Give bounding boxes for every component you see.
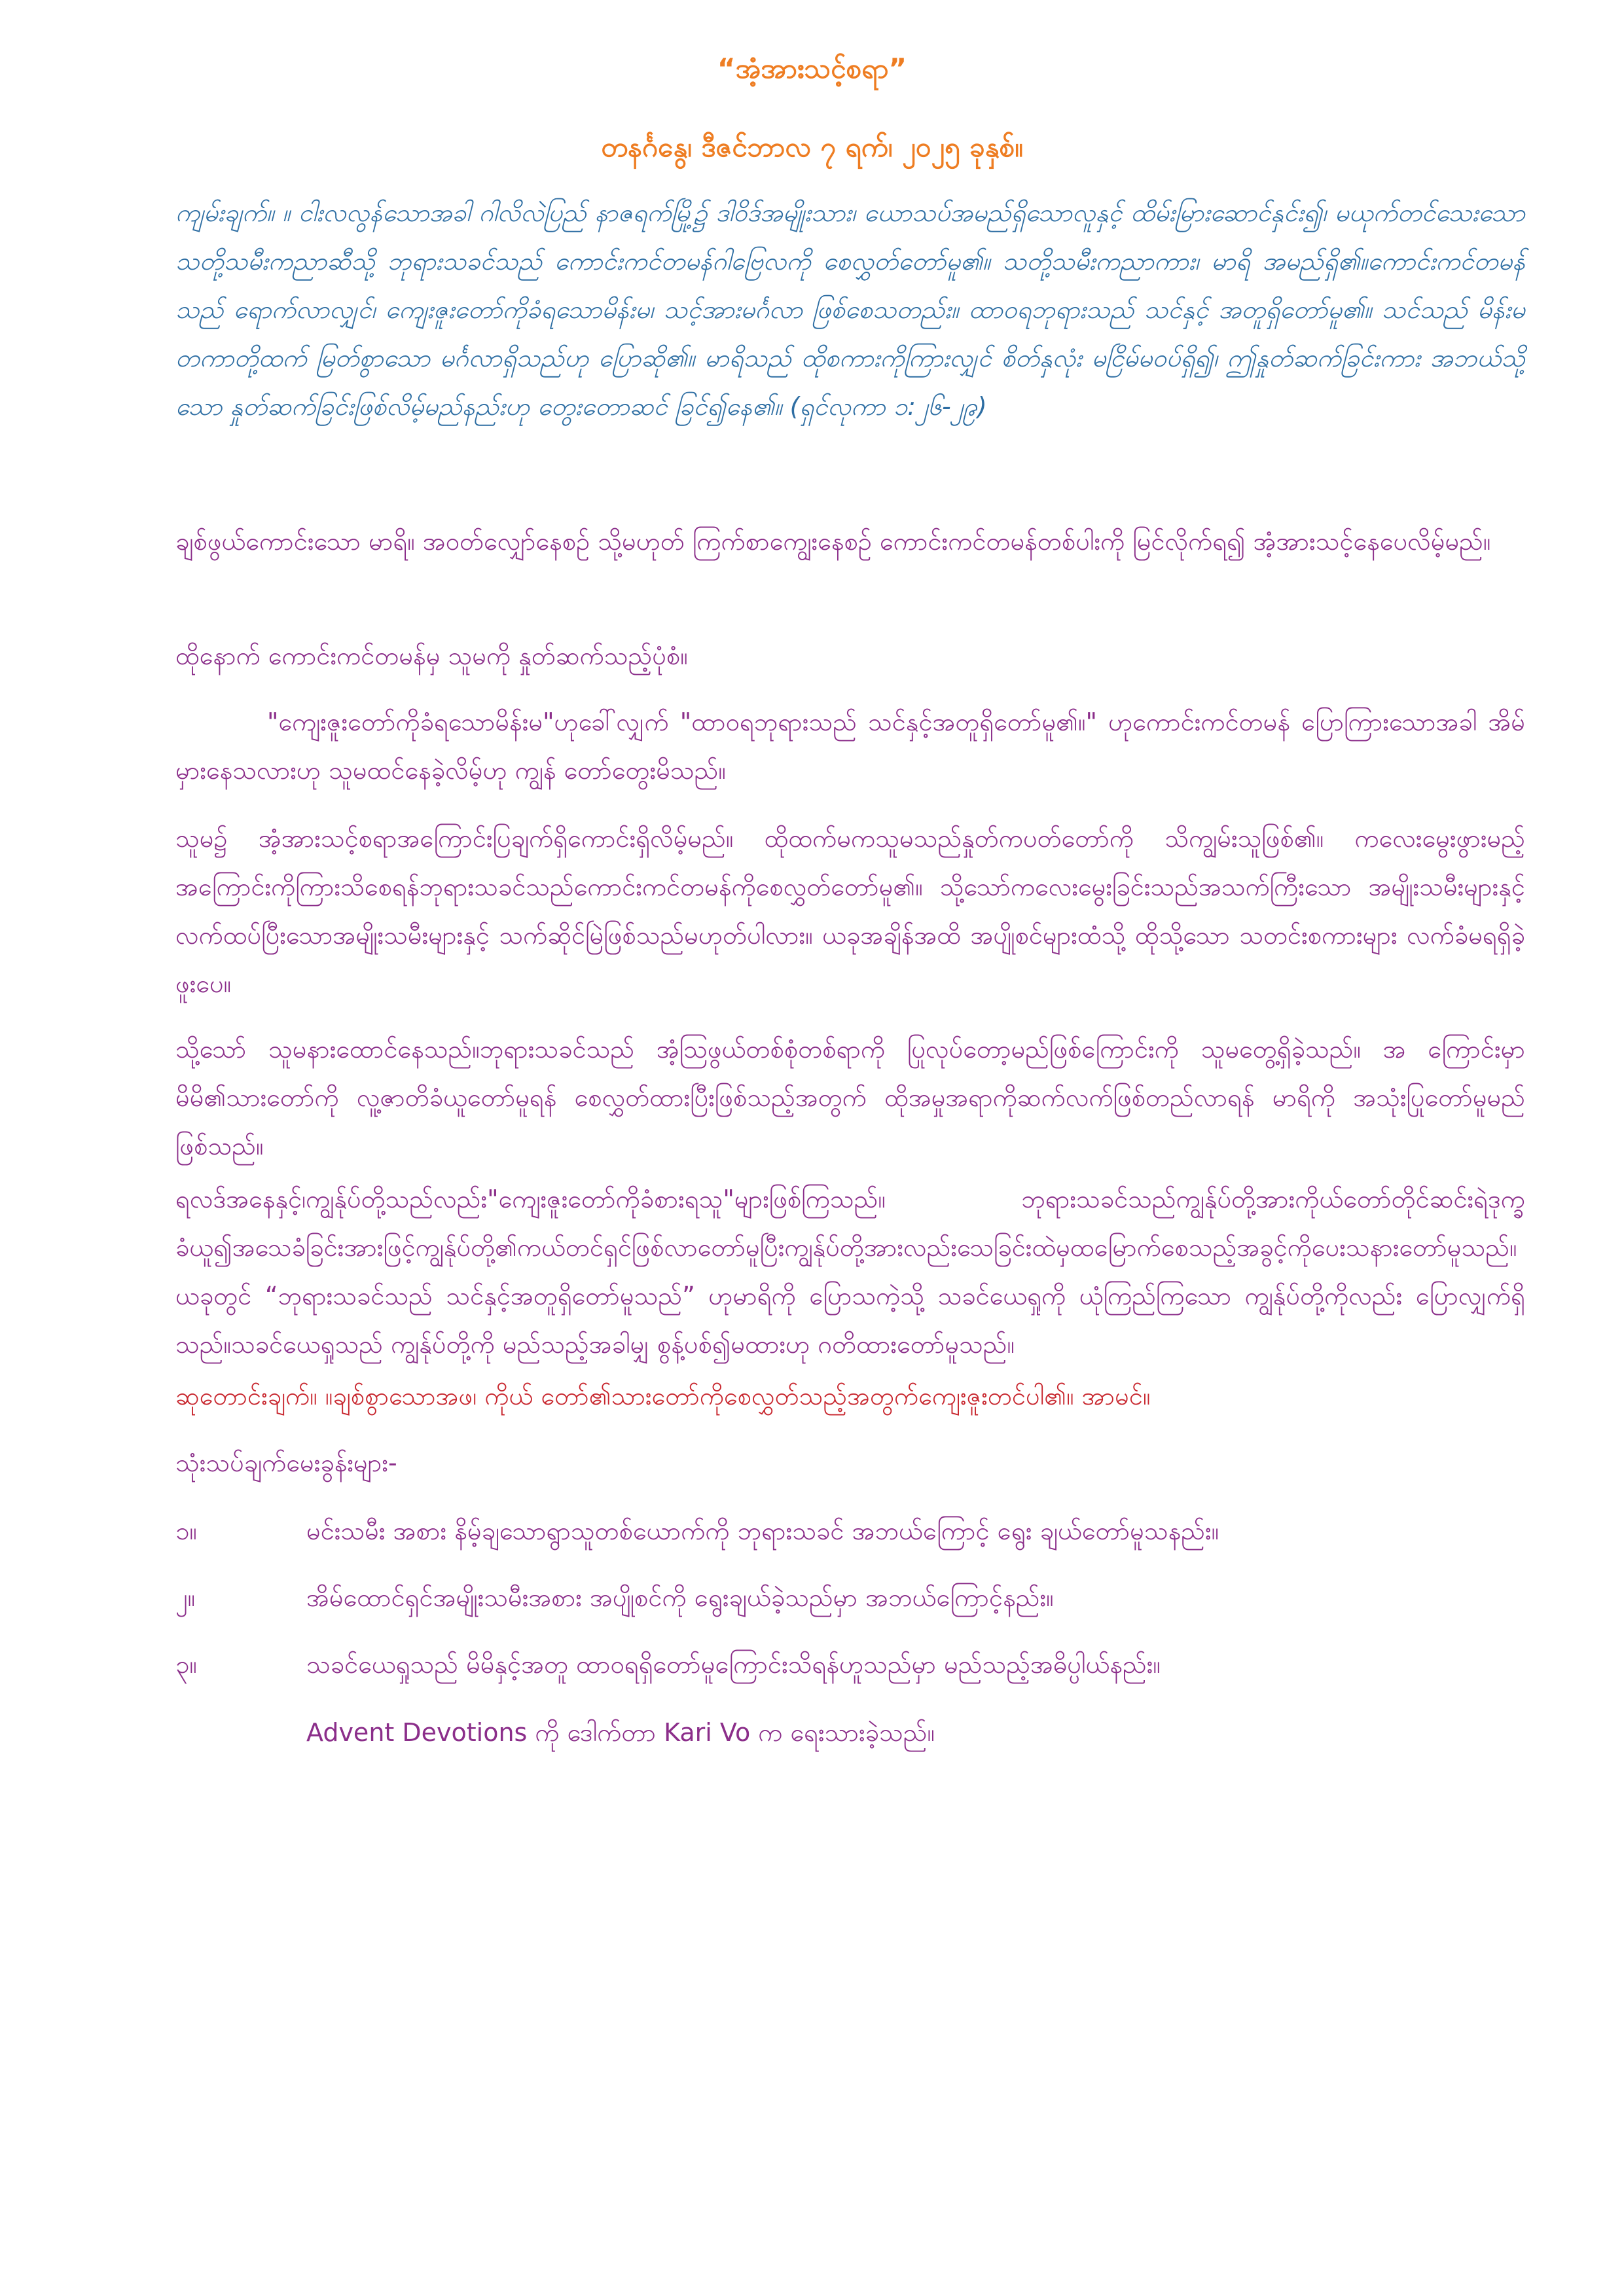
- body-paragraph: ချစ်ဖွယ်ကောင်းသော မာရိ။ အဝတ်လျှော်နေစဉ် သို့မဟုတ် ကြက်စာကျွေးနေစဉ် ကောင်းကင်တမန်တစ်ပါးကို မြင်လိုက်ရ၍ အံ့အားသင့်နေပေလိမ့်မည်။: [175, 527, 1491, 556]
- body-paragraph: ရလဒ်အနေနှင့်၊ကျွန်ုပ်တို့သည်လည်း"ကျေးဇူးတော်ကိုခံစားရသူ"များဖြစ်ကြသည်။ ဘုရားသခင်သည်ကျွန်ုပ်တို့အားကိုယ်တော်တိုင်ဆင်းရဲဒုက္ခခံယူ၍အသေခံခြင်းအားဖြင့်ကျွန်ုပ်တို့၏ကယ်တင်ရှင်ဖြစ်လာတော်မူပြီးကျွန်ုပ်တို့အားလည်းသေခြင်းထဲမှထမြောက်စေသည့်အခွင့်ကိုပေးသနားတော်မူသည်။ ယခုတွင် “ဘုရားသခင်သည် သင်နှင့်အတူရှိတော်မူသည်” ဟုမာရိကို ပြောသကဲ့သို့ သခင်ယေရှုကို ယုံကြည်ကြသော ကျွန်ုပ်တို့ကိုလည်း ပြောလျှက်ရှိသည်။သခင်ယေရှုသည် ကျွန်ုပ်တို့ကို မည်သည့်အခါမျှ စွန့်ပစ်၍မထားဟု ဂတိထားတော်မူသည်။: [175, 1185, 1525, 1359]
- question-text: အိမ်ထောင်ရှင်အမျိုးသမီးအစား အပျိုစင်ကို ရွေးချယ်ခဲ့သည်မှာ အဘယ်ကြောင့်နည်း။: [306, 1583, 1054, 1612]
- body-paragraph: "ကျေးဇူးတော်ကိုခံရသောမိန်းမ"ဟုခေါ်လျှက် "ထာဝရဘုရားသည် သင်နှင့်အတူရှိတော်မူ၏။" ဟုကောင်းကင်တမန် ပြောကြားသောအခါ အိမ်မှားနေသလားဟု သူမထင်နေခဲ့လိမ့်ဟု ကျွန် တော်တွေးမိသည်။: [175, 708, 1525, 785]
- scripture-passage: ကျမ်းချက်။ ။ ငါးလလွန်သောအခါ ဂါလိလဲပြည် နာဇရက်မြို့၌ ဒါဝိဒ်အမျိုးသား၊ ယောသပ်အမည်ရှိသောလူနှင့် ထိမ်းမြားဆောင်နှင်း၍၊ မယုက်တင်သေးသော သတို့သမီးကညာဆီသို့ ဘုရားသခင်သည် ကောင်းကင်တမန်ဂါဗြေလကို စေလွှတ်တော်မူ၏။ သတို့သမီးကညာကား၊ မာရိ အမည်ရှိ၏။ကောင်းကင်တမန်သည် ရောက်လာလျှင်၊ ကျေးဇူးတော်ကိုခံရသောမိန်းမ၊ သင့်အားမင်္ဂလာ ဖြစ်စေသတည်း။ ထာဝရဘုရားသည် သင်နှင့် အတူရှိတော်မူ၏။ သင်သည် မိန်းမတကာတို့ထက် မြတ်စွာသော မင်္ဂလာရှိသည်ဟု ပြောဆို၏။ မာရိသည် ထိုစကားကိုကြားလျှင် စိတ်နှလုံး မငြိမ်မဝပ်ရှိ၍၊ ဤနှုတ်ဆက်ခြင်းကား အဘယ်သို့သော နှုတ်ဆက်ခြင်းဖြစ်လိမ့်မည်နည်းဟု တွေးတောဆင် ခြင်၍နေ၏။ (ရှင်လုကာ ၁:၂၆-၂၉): [175, 198, 1525, 421]
- page-title: “အံ့အားသင့်စရာ”: [717, 52, 907, 84]
- body-paragraph: သူမ၌ အံ့အားသင့်စရာအကြောင်းပြချက်ရှိကောင်းရှိလိမ့်မည်။ ထိုထက်မကသူမသည်နှုတ်ကပတ်တော်ကို သိကျွမ်းသူဖြစ်၏။ ကလေးမွေးဖွားမည့်အကြောင်းကိုကြားသိစေရန်ဘုရားသခင်သည်ကောင်းကင်တမန်ကိုစေလွှတ်တော်မူ၏။ သို့သော်ကလေးမွေးခြင်းသည်အသက်ကြီးသော အမျိုးသမီးများနှင့် လက်ထပ်ပြီးသောအမျိုးသမီးများနှင့် သက်ဆိုင်မြဲဖြစ်သည်မဟုတ်ပါလား။ ယခုအချိန်အထိ အပျိုစင်များထံသို့ ထိုသို့သော သတင်းစကားများ လက်ခံမရရှိခဲ့ဖူးပေ။: [175, 824, 1525, 998]
- question-text: မင်းသမီး အစား နိမ့်ချသောရွာသူတစ်ယောက်ကို ဘုရားသခင် အဘယ်ကြောင့် ရွေး ချယ်တော်မူသနည်း။: [306, 1516, 1219, 1545]
- question-number: ၃။: [175, 1650, 197, 1679]
- questions-heading: သုံးသပ်ချက်မေးခွန်းများ-: [175, 1448, 397, 1477]
- date-line: တနင်္ဂနွေ၊ ဒီဇင်ဘာလ ၇ ရက်၊ ၂၀၂၅ ခုနှစ်။: [601, 131, 1023, 163]
- question-number: ၁။: [175, 1516, 197, 1545]
- question-number: ၂။: [175, 1583, 196, 1612]
- body-paragraph: ထိုနောက် ကောင်းကင်တမန်မှ သူမကို နှုတ်ဆက်သည့်ပုံစံ။: [175, 641, 688, 670]
- body-paragraph: သို့သော် သူမနားထောင်နေသည်။ဘုရားသခင်သည် အံ့ဩဖွယ်တစ်စုံတစ်ရာကို ပြုလုပ်တော့မည်ဖြစ်ကြောင်းကို သူမတွေ့ရှိခဲ့သည်။ အ ကြောင်းမှာ မိမိ၏သားတော်ကို လူ့ဇာတိခံယူတော်မူရန် စေလွှတ်ထားပြီးဖြစ်သည့်အတွက် ထိုအမှုအရာကိုဆက်လက်ဖြစ်တည်လာရန် မာရိကို အသုံးပြုတော်မူမည်ဖြစ်သည်။: [175, 1035, 1525, 1160]
- author-credit: Advent Devotions ကို ဒေါက်တာ Kari Vo က ရေးသားခဲ့သည်။: [306, 1718, 935, 1747]
- prayer: ဆုတောင်းချက်။ ။ချစ်စွာသောအဖ၊ ကိုယ် တော်၏သားတော်ကိုစေလွှတ်သည့်အတွက်ကျေးဇူးတင်ပါ၏။ အာမင်။: [175, 1382, 1151, 1410]
- question-text: သခင်ယေရှုသည် မိမိနှင့်အတူ ထာဝရရှိတော်မူကြောင်းသိရန်ဟူသည်မှာ မည်သည့်အဓိပ္ပါယ်နည်း။: [306, 1650, 1161, 1679]
